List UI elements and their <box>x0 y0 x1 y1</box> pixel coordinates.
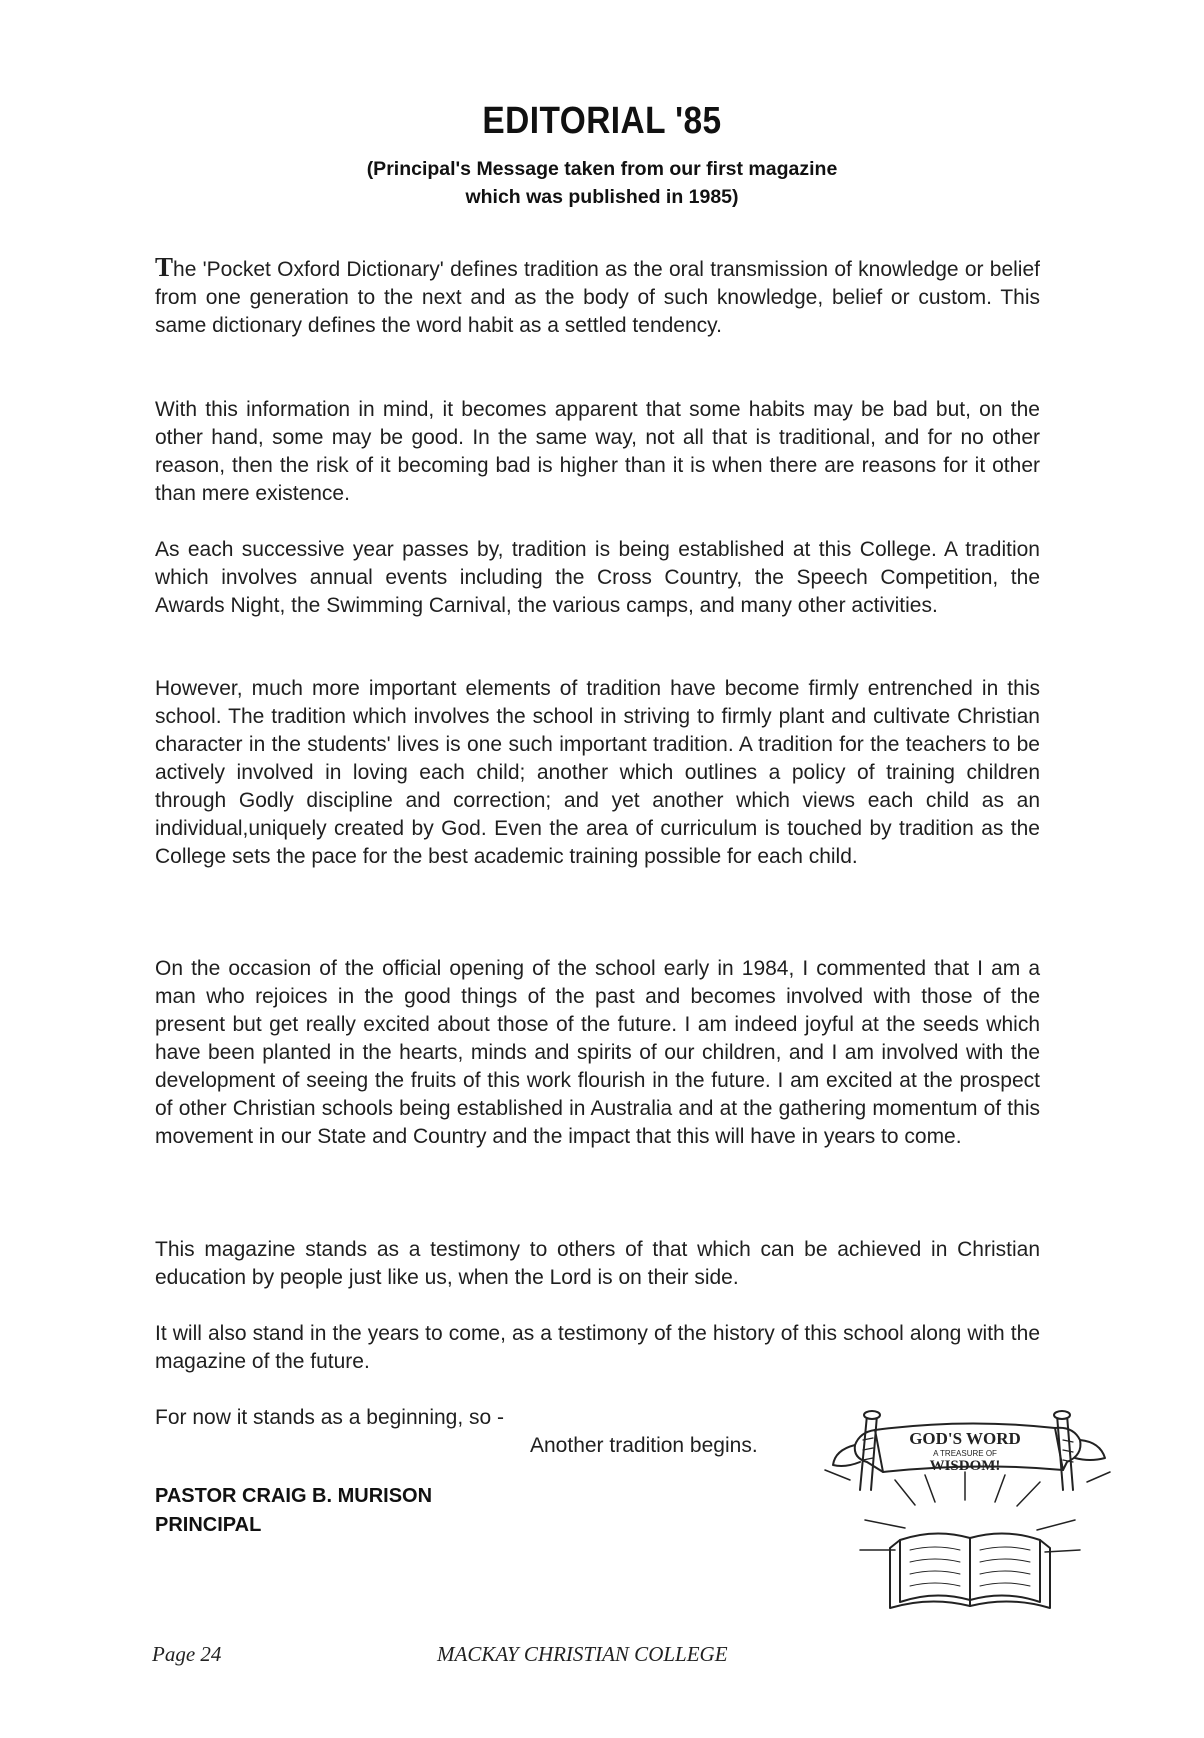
paragraph-4-text: However, much more important elements of tradition have become firmly entrenched in this school. The tradition which involves the school in striving to firmly plant and cultivate Christian character in the students' lives is one such important tradition. A tradition for the teachers to be actively involved in loving each child; another which outlines a policy of training children through Godly discipline and correction; and yet another which views each child as an individual,uniquely created by God. Even the area of curriculum is touched by tradition as the College sets the pace for the best academic training possible for each child. <box>155 677 1040 868</box>
paragraph-5-text: On the occasion of the official opening of the school early in 1984, I commented that I am a man who rejoices in the good things of the past and becomes involved with those of the present but get really excited about those of the future. I am indeed joyful at the seeds which have been planted in the hearts, minds and spirits of our children, and I am involved with the development of seeing the fruits of this work flourish in the future. I am excited at the prospect of other Christian schools being established in Australia and at the gathering momentum of this movement in our State and Country and the impact that this will have in years to come. <box>155 957 1040 1148</box>
subtitle-line-2: which was published in 1985) <box>465 186 739 208</box>
banner-text-1: GOD'S WORD <box>909 1429 1021 1448</box>
paragraph-7-text: It will also stand in the years to come, as a testimony of the history of this school along with the magazine of the future. <box>155 1322 1040 1373</box>
paragraph-4 <box>155 675 1040 871</box>
bible-banner-illustration <box>805 1410 1135 1610</box>
drop-cap: T <box>155 252 174 282</box>
closing-line-1: For now it stands as a beginning, so - <box>155 1406 505 1429</box>
closing-line-2: Another tradition begins. <box>530 1434 758 1457</box>
paragraph-6-text: This magazine stands as a testimony to others of that which can be achieved in Christian education by people just like us, when the Lord is on their side. <box>155 1238 1040 1289</box>
paragraph-2-text: With this information in mind, it becomes apparent that some habits may be bad but, on the other hand, some may be good. In the same way, not all that is traditional, and for no other reason, then the risk of it becoming bad is higher than it is when there are reasons for it other than mere existence. <box>155 398 1040 505</box>
signature-role: PRINCIPAL <box>155 1514 262 1536</box>
signature-name: PASTOR CRAIG B. MURISON <box>155 1485 433 1507</box>
banner-text-3: WISDOM! <box>929 1458 1001 1474</box>
paragraph-1 <box>155 253 1040 340</box>
footer-page-number: Page 24 <box>152 1642 222 1666</box>
subtitle-line-1: (Principal's Message taken from our first magazine <box>366 158 838 180</box>
paragraph-5 <box>155 955 1040 1151</box>
signature-block <box>155 1482 432 1540</box>
paragraph-1-text: he 'Pocket Oxford Dictionary' defines tradition as the oral transmission of knowledge or belief from one generation to the next and as the body of such knowledge, belief or custom. This same dictionary defines the word habit as a settled tendency. <box>155 258 1040 337</box>
paragraph-2 <box>155 396 1040 508</box>
footer-school-name: MACKAY CHRISTIAN COLLEGE <box>437 1642 728 1666</box>
banner-text-2: A TREASURE OF <box>933 1449 997 1458</box>
paragraph-6 <box>155 1236 1040 1292</box>
paragraph-3 <box>155 536 1040 620</box>
editorial-subtitle <box>0 155 1204 211</box>
paragraph-3-text: As each successive year passes by, tradition is being established at this College. A tradition which involves annual events including the Cross Country, the Speech Competition, the Awards Night, the Swimming Carnival, the various camps, and many other activities. <box>155 538 1040 617</box>
paragraph-7 <box>155 1320 1040 1376</box>
editorial-title: EDITORIAL '85 <box>482 100 722 142</box>
